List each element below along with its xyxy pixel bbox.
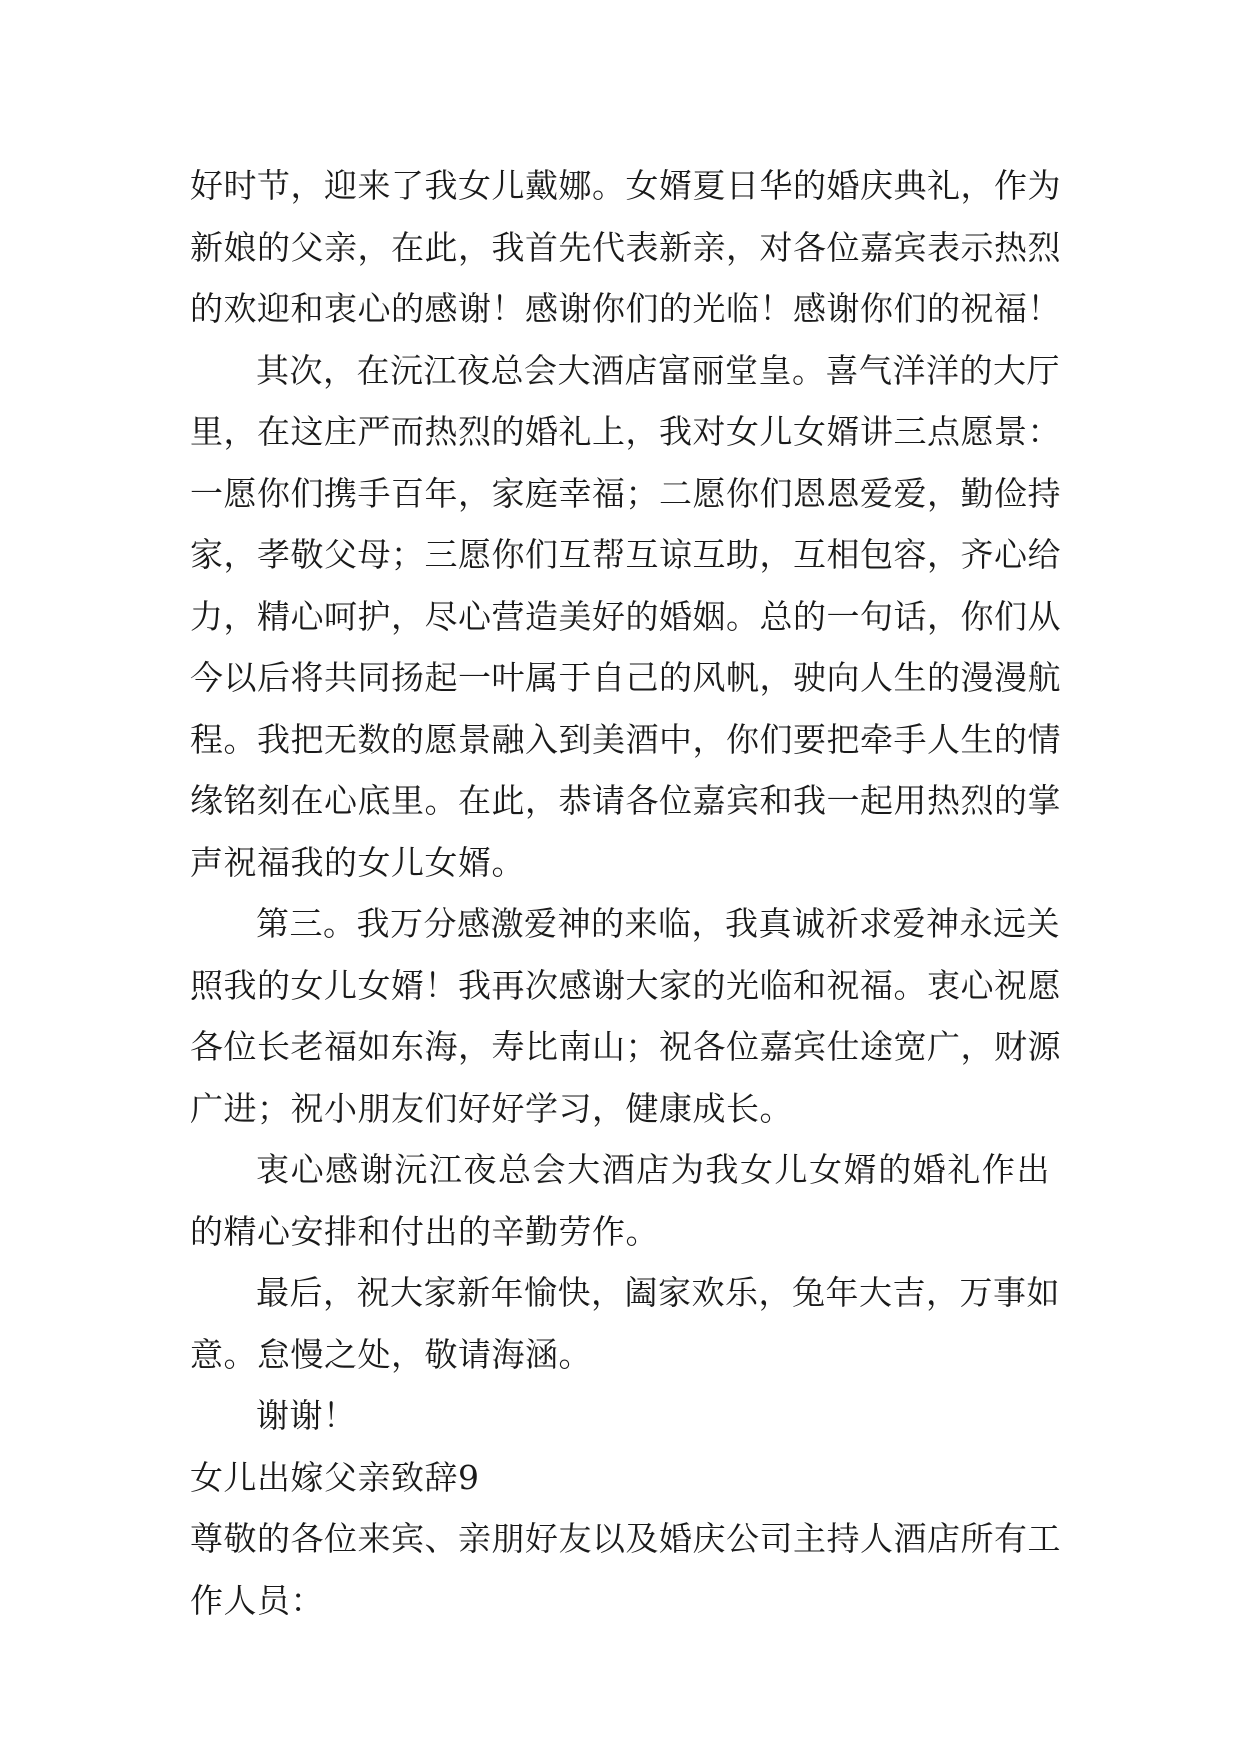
text-line: 力，精心呵护，尽心营造美好的婚姻。总的一句话，你们从 xyxy=(190,596,1061,636)
text-line: 里，在这庄严而热烈的婚礼上，我对女儿女婿讲三点愿景： xyxy=(190,412,1061,451)
text-line: 照我的女儿女婿！我再次感谢大家的光临和祝福。衷心祝愿 xyxy=(190,965,1061,1005)
text-line: 第三。我万分感激爱神的来临，我真诚祈求爱神永远关 xyxy=(256,904,1060,943)
text-line: 程。我把无数的愿景融入到美酒中，你们要把牵手人生的情 xyxy=(190,719,1061,759)
text-line: 一愿你们携手百年，家庭幸福；二愿你们恩恩爱爱，勤俭持 xyxy=(190,473,1061,513)
text-line: 各位长老福如东海，寿比南山；祝各位嘉宾仕途宽广，财源 xyxy=(190,1027,1061,1066)
text-line: 谢谢！ xyxy=(256,1396,357,1435)
text-line: 声祝福我的女儿女婿。 xyxy=(190,842,525,882)
text-line: 最后，祝大家新年愉快，阖家欢乐，兔年大吉，万事如 xyxy=(256,1273,1060,1312)
text-line: 意。怠慢之处，敬请海涵。 xyxy=(190,1334,592,1374)
text-line: 的精心安排和付出的辛勤劳作。 xyxy=(190,1211,659,1251)
document-page xyxy=(190,155,1061,1631)
text-line: 其次，在沅江夜总会大酒店富丽堂皇。喜气洋洋的大厅 xyxy=(256,350,1060,390)
text-line: 缘铭刻在心底里。在此，恭请各位嘉宾和我一起用热烈的掌 xyxy=(190,781,1061,820)
text-line: 家，孝敬父母；三愿你们互帮互谅互助，互相包容，齐心给 xyxy=(190,535,1061,574)
text-line: 新娘的父亲，在此，我首先代表新亲，对各位嘉宾表示热烈 xyxy=(190,227,1061,267)
text-line: 衷心感谢沅江夜总会大酒店为我女儿女婿的婚礼作出 xyxy=(256,1150,1050,1189)
text-line: 好时节，迎来了我女儿戴娜。女婿夏日华的婚庆典礼，作为 xyxy=(190,166,1061,205)
text-line: 作人员： xyxy=(190,1580,324,1620)
text-line: 广进；祝小朋友们好好学习，健康成长。 xyxy=(190,1088,793,1128)
section-heading: 女儿出嫁父亲致辞9 xyxy=(190,1457,480,1497)
text-line: 尊敬的各位来宾、亲朋好友以及婚庆公司主持人酒店所有工 xyxy=(190,1519,1061,1558)
text-line: 今以后将共同扬起一叶属于自己的风帆，驶向人生的漫漫航 xyxy=(190,658,1061,697)
text-line: 的欢迎和衷心的感谢！感谢你们的光临！感谢你们的祝福！ xyxy=(190,289,1061,328)
